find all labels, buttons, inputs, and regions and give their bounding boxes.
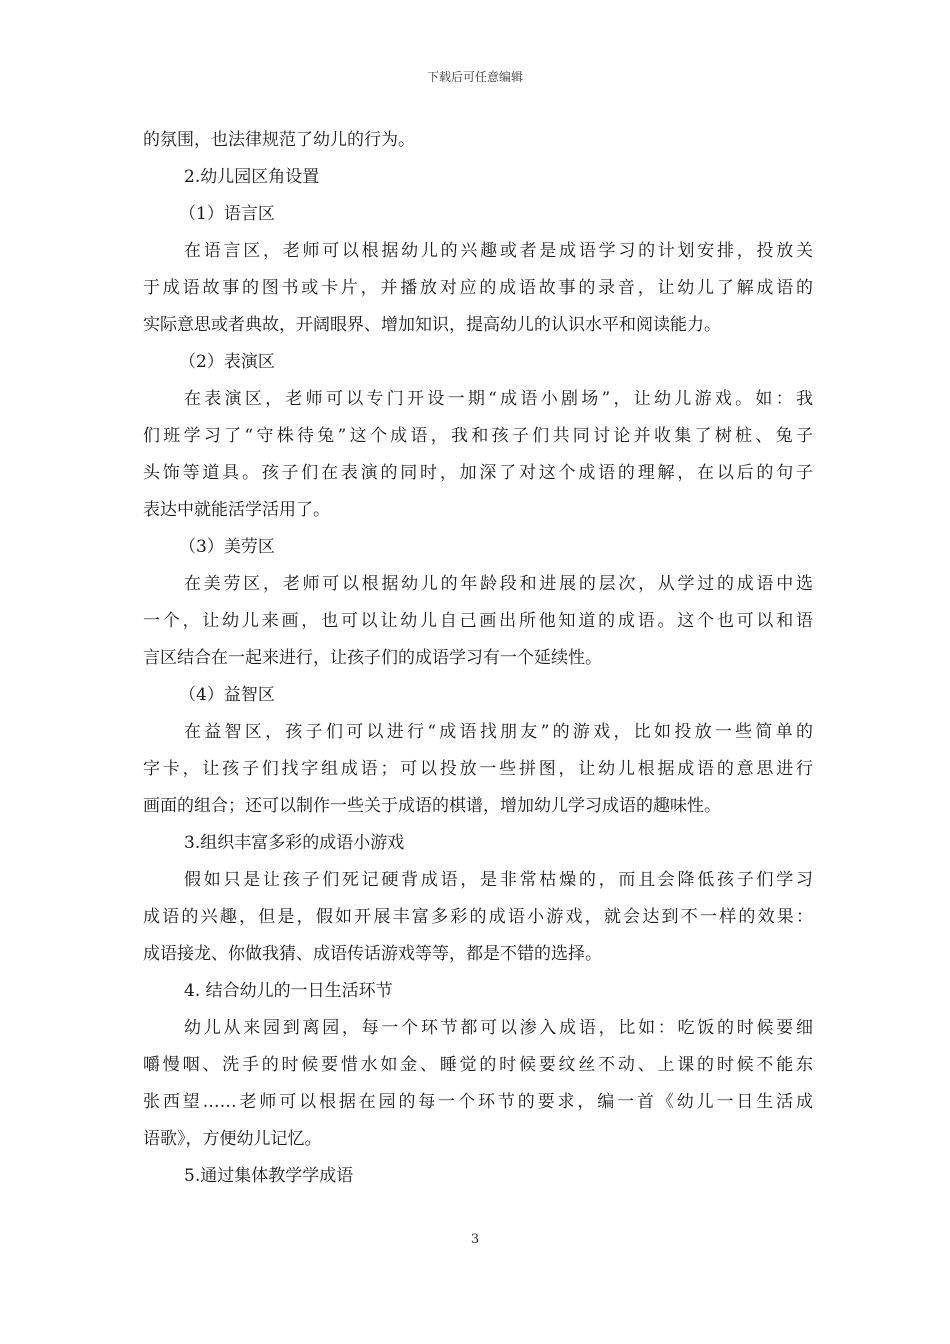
section-heading: 2.幼儿园区角设置 xyxy=(184,167,320,187)
text-line: 幼儿从来园到离园，每一个环节都可以渗入成语，比如：吃饭的时候要细 xyxy=(184,1018,813,1038)
text-line: 一个，让幼儿来画，也可以让幼儿自己画出所他知道的成语。这个也可以和语 xyxy=(143,611,813,631)
body-text xyxy=(143,122,813,1195)
text-line: 画面的组合；还可以制作一些关于成语的棋谱，增加幼儿学习成语的趣味性。 xyxy=(143,796,721,816)
section-heading: 3.组织丰富多彩的成语小游戏 xyxy=(184,833,405,853)
section-heading: 5.通过集体教学学成语 xyxy=(184,1166,354,1186)
text-line: 言区结合在一起来进行，让孩子们的成语学习有一个延续性。 xyxy=(143,648,602,668)
text-line: 嚼慢咽、洗手的时候要惜水如金、睡觉的时候要纹丝不动、上课的时候不能东 xyxy=(143,1055,813,1075)
page-number: 3 xyxy=(470,1232,480,1247)
text-line: 于成语故事的图书或卡片，并播放对应的成语故事的录音，让幼儿了解成语的 xyxy=(143,278,813,298)
text-line: 在益智区，孩子们可以进行“成语找朋友”的游戏，比如投放一些简单的 xyxy=(184,722,813,742)
text-line: 字卡，让孩子们找字组成语；可以投放一些拼图，让幼儿根据成语的意思进行 xyxy=(143,759,813,779)
text-line: 语歌》，方便幼儿记忆。 xyxy=(143,1129,322,1149)
text-line: 假如只是让孩子们死记硬背成语，是非常枯燥的，而且会降低孩子们学习 xyxy=(184,870,813,890)
text-line: 在语言区，老师可以根据幼儿的兴趣或者是成语学习的计划安排，投放关 xyxy=(184,241,813,261)
text-line: 张西望……老师可以根据在园的每一个环节的要求，编一首《幼儿一日生活成 xyxy=(143,1092,813,1112)
subsection-heading: （1）语言区 xyxy=(179,204,275,224)
text-line: 在美劳区，老师可以根据幼儿的年龄段和进展的层次，从学过的成语中选 xyxy=(184,574,813,594)
section-heading: 4. 结合幼儿的一日生活环节 xyxy=(184,981,393,1001)
text-line: 在表演区，老师可以专门开设一期“成语小剧场”，让幼儿游戏。如：我 xyxy=(184,389,813,409)
text-line: 成语接龙、你做我猜、成语传话游戏等等，都是不错的选择。 xyxy=(143,944,602,964)
page-header: 下载后可任意编辑 xyxy=(426,70,523,84)
text-line: 表达中就能活学活用了。 xyxy=(143,500,330,520)
text-line: 们班学习了“守株待兔”这个成语，我和孩子们共同讨论并收集了树桩、兔子 xyxy=(143,426,813,446)
subsection-heading: （4）益智区 xyxy=(179,685,275,705)
subsection-heading: （2）表演区 xyxy=(179,352,275,372)
subsection-heading: （3）美劳区 xyxy=(179,537,275,557)
text-line: 实际意思或者典故，开阔眼界、增加知识，提高幼儿的认识水平和阅读能力。 xyxy=(143,315,721,335)
text-line: 头饰等道具。孩子们在表演的同时，加深了对这个成语的理解，在以后的句子 xyxy=(143,463,813,483)
text-line: 成语的兴趣，但是，假如开展丰富多彩的成语小游戏，就会达到不一样的效果： xyxy=(143,907,813,927)
text-line: 的氛围，也法律规范了幼儿的行为。 xyxy=(143,130,415,150)
